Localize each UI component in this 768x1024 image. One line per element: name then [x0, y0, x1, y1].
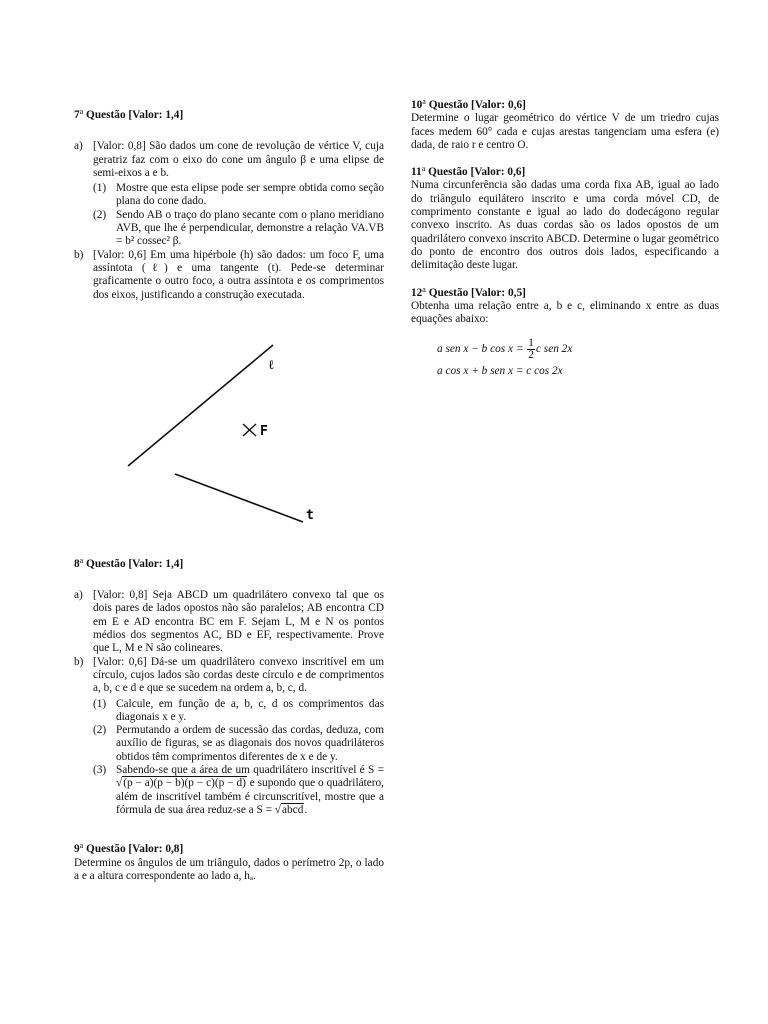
question-7-heading [74, 105, 384, 122]
q8-b-sub2 [93, 724, 384, 764]
q7-number: 7 [74, 109, 80, 121]
q10-title: Questão [Valor: 0,6] [428, 99, 526, 111]
question-12 [411, 283, 719, 383]
q12-eq1-fraction [527, 338, 535, 361]
q8-b-sub3 [93, 764, 384, 817]
question-9 [74, 839, 384, 883]
q7-a-label: a) [74, 140, 83, 153]
q7-title: Questão [Valor: 1,4] [86, 109, 184, 121]
q8-b-sub2-label: (2) [93, 724, 107, 737]
q8-b-sub3-mid: e supondo que o quadrilátero, além de inscritível também é circunscritível, mostre que a fórmula de sua área reduz-se a S = √ [116, 777, 384, 816]
q7-part-a [74, 140, 384, 248]
q7-a-sub2 [93, 209, 384, 249]
question-11-heading [411, 162, 719, 179]
q9-ordinal: a [79, 841, 84, 851]
q8-ordinal: a [79, 555, 84, 565]
q12-ordinal: a [422, 284, 426, 294]
q8-b-sub3-label: (3) [93, 764, 107, 777]
q12-equation-1 [437, 338, 719, 360]
q8-a-label: a) [74, 589, 83, 602]
q12-title: Questão [Valor: 0,5] [428, 286, 526, 299]
q8-b-text: [Valor: 0,6] Dá-se um quadrilátero convexo inscritível em um círculo, cujos lados são cordas deste círculo e de comprimentos a, b, c e d e que se sucedem na ordem a, b, c, d. [93, 655, 384, 695]
q7-a-sub1 [93, 182, 384, 209]
q12-eq1-denominator: 2 [528, 348, 534, 361]
question-10 [411, 95, 719, 152]
q8-part-b [74, 656, 384, 818]
q8-title: Questão [Valor: 1,4] [86, 557, 184, 570]
q7-b-label: b) [74, 248, 84, 261]
hyperbola-figure [110, 330, 340, 530]
tangent-line [175, 474, 303, 522]
q12-eq1-numerator: 1 [528, 336, 534, 349]
q12-equations [437, 338, 719, 382]
q11-number: 11 [411, 166, 422, 179]
q8-b-sub3-end: . [304, 803, 308, 816]
question-7 [74, 105, 384, 302]
q11-text: Numa circunferência são dadas uma corda fixa AB, igual ao lado do triângulo equilátero inscrito e uma corda móvel CD, de comprimento constante e igual ao lado do dodecágono regular convexo inscrito. As duas cordas são os lados opostos de um quadrilátero convexo inscrito ABCD. Determine o lugar geométrico do ponto de encontro dos outros dois lados, especificando a delimitação deste lugar. [411, 179, 719, 272]
q12-eq2: a cos x + b sen x = c cos 2x [437, 364, 563, 377]
q8-number: 8 [74, 557, 80, 570]
q8-b-sub3-radicand2: abcd [282, 803, 304, 816]
q12-eq1-left: a sen x − b cos x = [437, 342, 527, 355]
q12-number: 12 [411, 286, 423, 299]
q9-text: Determine os ângulos de um triângulo, dados o perímetro 2p, o lado a e a altura correspondente ao lado a, hₐ. [74, 856, 384, 882]
question-10-heading [411, 95, 719, 112]
q8-b-sub2-text: Permutando a ordem de sucessão das cordas, deduza, com auxílio de figuras, se as diagonais dos novos quadriláteros obtidos têm comprimentos diferentes de x e de y. [116, 724, 384, 763]
q8-part-a [74, 589, 384, 655]
q10-text: Determine o lugar geométrico do vértice V de um triedro cujas faces medem 60° cada e cujas arestas tangenciam uma esfera (e) dada, de raio r e centro O. [411, 112, 719, 151]
label-t: t [306, 508, 314, 523]
question-8 [74, 554, 384, 817]
q7-a-sub1-label: (1) [93, 182, 107, 195]
q10-ordinal: a [422, 97, 426, 106]
q8-b-sub1 [93, 698, 384, 725]
q7-a-text: [Valor: 0,8] São dados um cone de revolução de vértice V, cuja geratriz faz com o eixo do cone um ângulo β e uma elipse de semi-eixos a e b. [93, 140, 384, 179]
q11-ordinal: a [421, 164, 426, 174]
q8-b-sub1-text: Calcule, em função de a, b, c, d os comprimentos das diagonais x e y. [116, 697, 384, 723]
q12-text: Obtenha uma relação entre a, b e c, eliminando x entre as duas equações abaixo: [411, 299, 719, 326]
q9-number: 9 [74, 843, 80, 856]
right-column [411, 95, 719, 382]
label-f: F [260, 424, 268, 439]
q7-a-sub2-text: Sendo AB o traço do plano secante com o plano meridiano AVB, que lhe é perpendicular, demonstre a relação VA.VB = b² cossec² β. [116, 208, 384, 248]
question-9-heading [74, 839, 384, 856]
q12-eq1-right: c sen 2x [535, 342, 573, 355]
q7-part-b [74, 249, 384, 302]
label-l: ℓ [268, 358, 275, 373]
question-12-heading [411, 283, 719, 300]
question-8-heading [74, 554, 384, 571]
q8-b-sub3-pre: Sabendo-se que a área de um quadrilátero inscritível é S = √ [116, 764, 384, 790]
q8-a-text: [Valor: 0,8] Seja ABCD um quadrilátero convexo tal que os dois pares de lados opostos não são paralelos; AB encontra CD em E e AD encontra BC em F. Sejam L, M e N os pontos médios dos segmentos AC, BD e EF, respectivamente. Prove que L, M e N são colineares. [93, 589, 384, 655]
question-11 [411, 162, 719, 272]
q7-ordinal: a [79, 107, 84, 116]
q8-b-label: b) [74, 655, 84, 668]
q10-number: 10 [411, 99, 423, 111]
q7-a-sub2-label: (2) [93, 208, 107, 221]
q8-b-sub1-label: (1) [93, 697, 107, 710]
q7-a-sub1-text: Mostre que esta elipse pode ser sempre obtida como seção plana do cone dado. [116, 182, 384, 208]
q8-b-sub3-radicand: (p − a)(p − b)(p − c)(p − d) [123, 777, 246, 790]
q9-title: Questão [Valor: 0,8] [86, 843, 184, 856]
q12-equation-2 [437, 360, 719, 382]
asymptote-line [128, 345, 273, 466]
q7-b-text: [Valor: 0,6] Em uma hipérbole (h) são dados: um foco F, uma assíntota (ℓ) e uma tangente (t). Pede-se determinar graficamente o outro foco, a outra assíntota e os comprimentos dos eixos, justificando a construção executada. [93, 248, 384, 301]
q11-title: Questão [Valor: 0,6] [428, 166, 526, 179]
